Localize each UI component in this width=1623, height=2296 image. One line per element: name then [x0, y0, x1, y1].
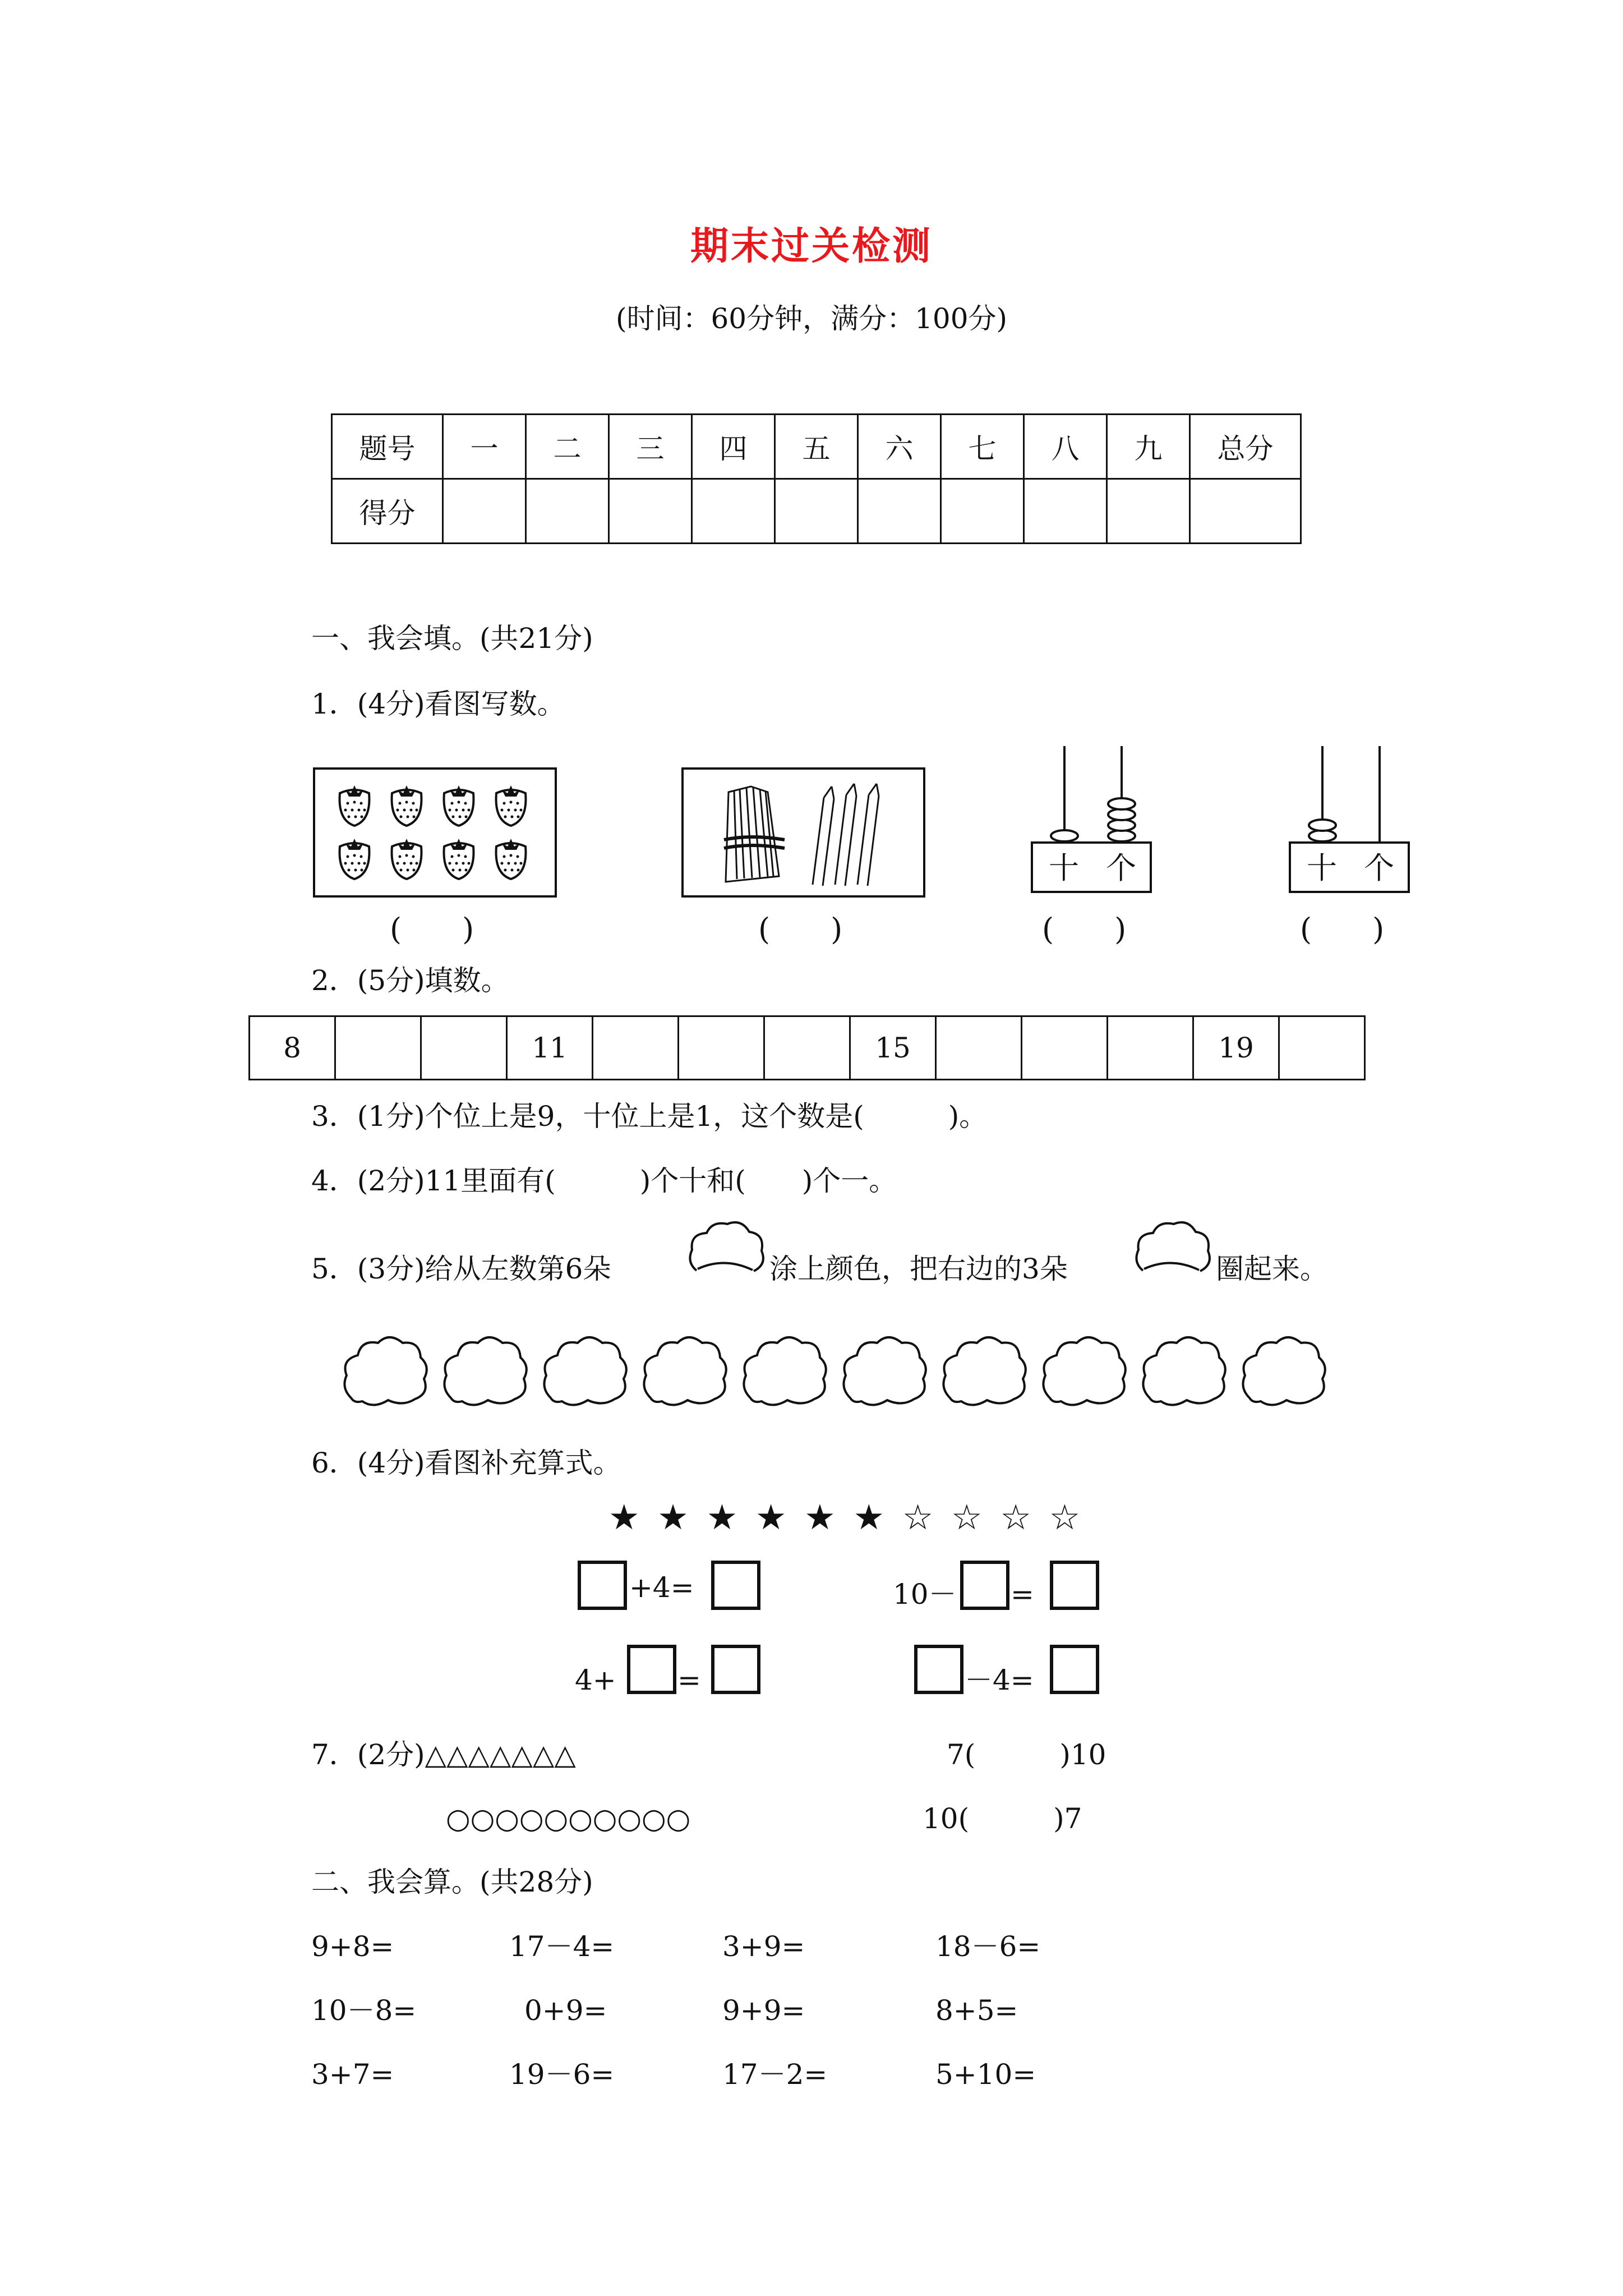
sequence-blank[interactable] — [335, 1016, 421, 1080]
table-cell: 九 — [1107, 415, 1190, 479]
answer-box[interactable] — [627, 1645, 676, 1694]
cloud-icon — [943, 1337, 1025, 1405]
cloud-icon — [1043, 1337, 1125, 1405]
calc-item[interactable]: 18－6= — [935, 1930, 1041, 1963]
section-heading: 二、我会算。(共28分) — [311, 1866, 593, 1898]
table-cell: 八 — [1024, 415, 1107, 479]
pencils-icon — [684, 770, 923, 895]
cloud-icon — [644, 1337, 726, 1405]
answer-blank[interactable]: ( ) — [1300, 912, 1385, 947]
compare-blank[interactable]: 7( )10 — [947, 1738, 1106, 1771]
table-cell: 题号 — [332, 415, 443, 479]
abacus-tens-label: 十 — [1049, 850, 1079, 886]
table-cell: 得分 — [332, 479, 443, 544]
circle-row: ○○○○○○○○○○ — [446, 1802, 691, 1835]
cloud-icon — [444, 1337, 526, 1405]
equation-operator: 4+ — [575, 1664, 616, 1696]
question-5-part-c: 圈起来。 — [1216, 1253, 1328, 1285]
answer-box[interactable] — [1050, 1561, 1099, 1610]
answer-box[interactable] — [578, 1561, 627, 1610]
calc-item[interactable]: 19－6= — [509, 2058, 615, 2091]
cloud-icon — [1132, 1217, 1215, 1285]
compare-blank[interactable]: 10( )7 — [923, 1802, 1082, 1835]
score-input-cell[interactable] — [1024, 479, 1107, 544]
sequence-cell: 19 — [1193, 1016, 1279, 1080]
sequence-blank[interactable] — [1108, 1016, 1193, 1080]
question-2: 2．(5分)填数。 — [311, 964, 509, 997]
question-1: 1．(4分)看图写数。 — [311, 688, 565, 720]
equation-operator: = — [677, 1664, 701, 1696]
sequence-blank[interactable] — [679, 1016, 764, 1080]
answer-blank[interactable]: ( ) — [390, 912, 474, 947]
score-input-cell[interactable] — [1107, 479, 1190, 544]
question-7: 7．(2分)△△△△△△△ — [311, 1738, 576, 1771]
equation-operator: －4= — [965, 1664, 1034, 1696]
question-3: 3．(1分)个位上是9，十位上是1，这个数是( )。 — [311, 1100, 988, 1133]
score-input-cell[interactable] — [443, 479, 526, 544]
table-cell: 五 — [775, 415, 858, 479]
score-input-cell[interactable] — [775, 479, 858, 544]
table-cell: 二 — [526, 415, 609, 479]
question-4: 4．(2分)11里面有( )个十和( )个一。 — [311, 1165, 897, 1197]
sequence-cell: 8 — [250, 1016, 335, 1080]
cloud-icon — [1243, 1337, 1325, 1405]
calc-item[interactable]: 3+9= — [722, 1930, 805, 1963]
calc-item[interactable]: 3+7= — [311, 2058, 394, 2091]
answer-box[interactable] — [914, 1645, 963, 1694]
table-cell: 总分 — [1190, 415, 1301, 479]
sequence-blank[interactable] — [421, 1016, 507, 1080]
question-5-part-b: 涂上颜色，把右边的3朵 — [769, 1253, 1068, 1285]
question-5-part-a: 5．(3分)给从左数第6朵 — [311, 1253, 611, 1285]
abacus-ones-label: 个 — [1364, 850, 1394, 886]
equation-operator: = — [1011, 1578, 1034, 1611]
calc-item[interactable]: 17－4= — [509, 1930, 615, 1963]
cloud-icon — [685, 1217, 768, 1285]
table-row — [332, 415, 1301, 479]
cloud-row — [341, 1328, 1350, 1412]
sequence-blank[interactable] — [1022, 1016, 1108, 1080]
sequence-blank[interactable] — [764, 1016, 850, 1080]
page-title: 期末过关检测 — [690, 224, 933, 269]
star-row: ★ ★ ★ ★ ★ ★ ☆ ☆ ☆ ☆ — [608, 1497, 1084, 1538]
exam-info: (时间：60分钟，满分：100分) — [615, 302, 1008, 335]
sequence-blank[interactable] — [593, 1016, 679, 1080]
number-sequence-table — [248, 1015, 1366, 1080]
answer-box[interactable] — [711, 1645, 760, 1694]
calc-item[interactable]: 5+10= — [935, 2058, 1036, 2091]
cloud-icon — [744, 1337, 826, 1405]
calc-item[interactable]: 17－2= — [722, 2058, 828, 2091]
score-input-cell[interactable] — [941, 479, 1024, 544]
calc-item[interactable]: 10－8= — [311, 1994, 417, 2027]
sequence-blank[interactable] — [936, 1016, 1022, 1080]
calc-item[interactable]: 8+5= — [935, 1994, 1018, 2027]
sequence-blank[interactable] — [1279, 1016, 1365, 1080]
pencil-box — [681, 767, 925, 898]
table-row — [332, 479, 1301, 544]
answer-blank[interactable]: ( ) — [758, 912, 843, 947]
table-cell: 六 — [858, 415, 941, 479]
sequence-cell: 15 — [850, 1016, 936, 1080]
answer-blank[interactable]: ( ) — [1042, 912, 1127, 947]
strawberry-box — [313, 767, 557, 898]
cloud-icon — [344, 1337, 426, 1405]
table-cell: 三 — [609, 415, 692, 479]
calc-item[interactable]: 0+9= — [524, 1994, 607, 2027]
score-input-cell[interactable] — [526, 479, 609, 544]
section-heading: 一、我会填。(共21分) — [311, 622, 593, 655]
equation-operator: 10－ — [893, 1578, 957, 1611]
strawberries-icon — [315, 770, 555, 895]
cloud-icon — [1143, 1337, 1225, 1405]
score-input-cell[interactable] — [692, 479, 775, 544]
sequence-cell: 11 — [507, 1016, 593, 1080]
score-table — [331, 413, 1302, 544]
answer-box[interactable] — [711, 1561, 760, 1610]
abacus-tens-label: 十 — [1307, 850, 1337, 886]
cloud-icon — [843, 1337, 925, 1405]
question-6: 6．(4分)看图补充算式。 — [311, 1447, 621, 1479]
score-input-cell[interactable] — [858, 479, 941, 544]
answer-box[interactable] — [1050, 1645, 1099, 1694]
cloud-icon — [544, 1337, 626, 1405]
answer-box[interactable] — [960, 1561, 1009, 1610]
score-input-cell[interactable] — [1190, 479, 1301, 544]
table-cell: 七 — [941, 415, 1024, 479]
calc-item[interactable]: 9+9= — [722, 1994, 805, 2027]
equation-operator: +4= — [629, 1571, 694, 1604]
abacus-ones-label: 个 — [1106, 850, 1136, 886]
score-input-cell[interactable] — [609, 479, 692, 544]
table-cell: 一 — [443, 415, 526, 479]
table-cell: 四 — [692, 415, 775, 479]
calc-item[interactable]: 9+8= — [311, 1930, 394, 1963]
